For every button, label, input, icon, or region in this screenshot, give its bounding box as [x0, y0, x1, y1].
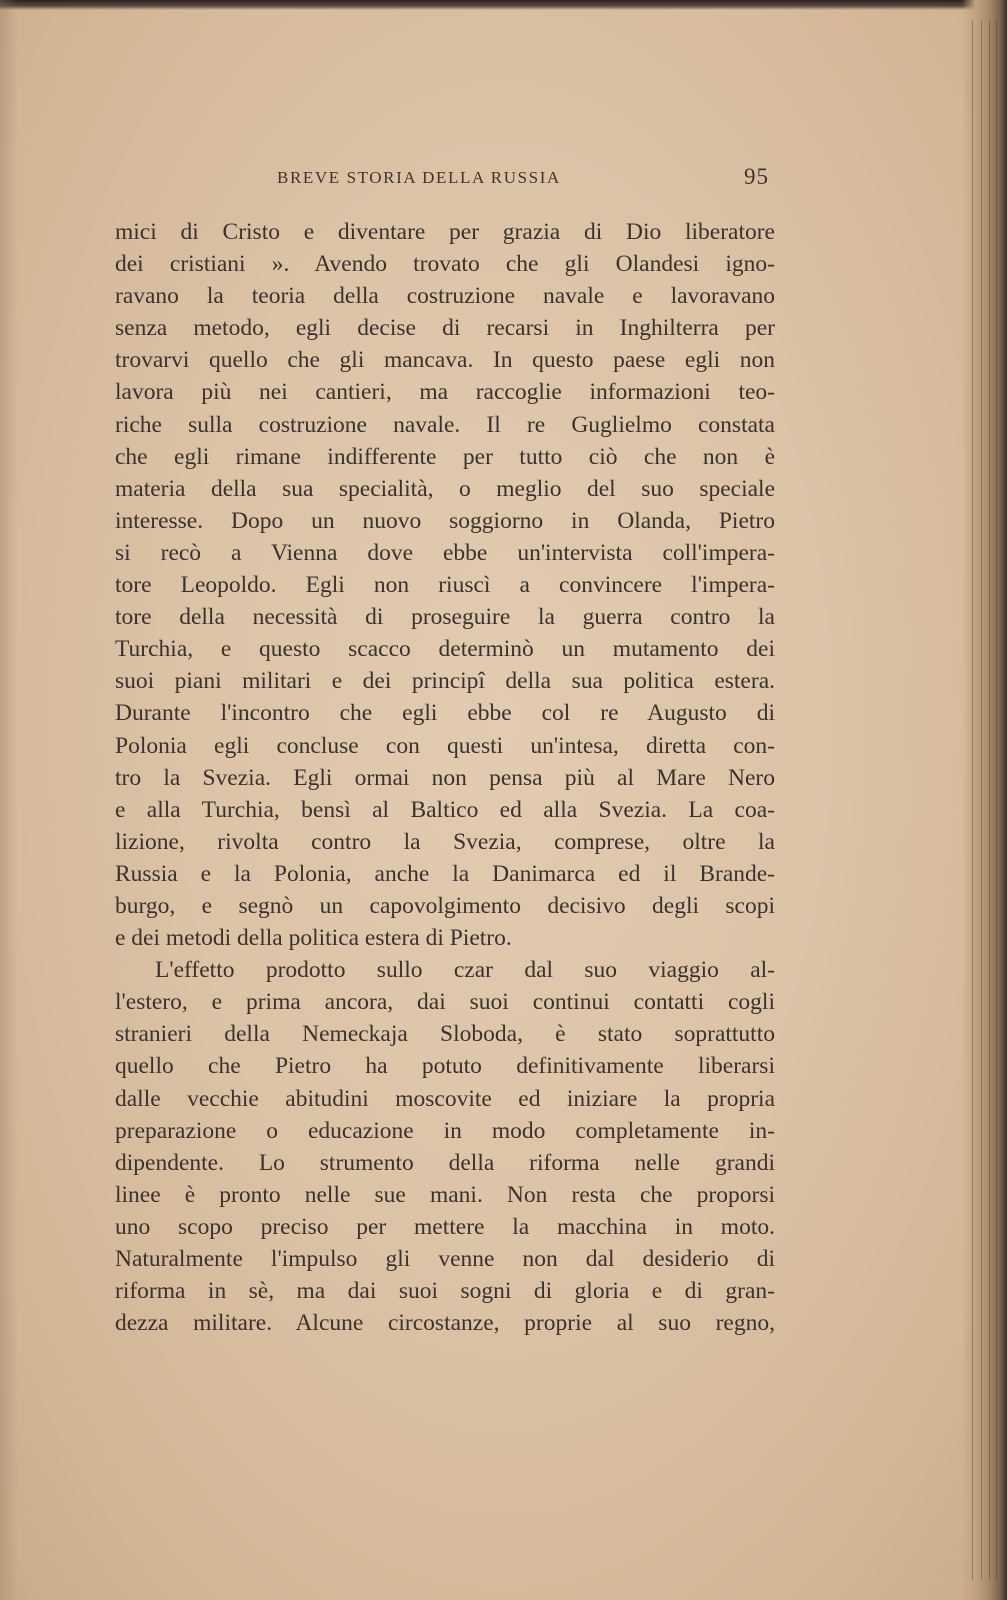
text-line: linee è pronto nelle sue mani. Non resta che proporsi [115, 1181, 775, 1208]
text-line: Russia e la Polonia, anche la Danimarca ed il Brande- [115, 860, 775, 887]
book-binding-edge [962, 0, 1007, 1600]
text-line: riforma in sè, ma dai suoi sogni di gloria e di gran- [115, 1278, 775, 1305]
paragraph-1 [115, 216, 775, 954]
text-line: tore della necessità di proseguire la guerra contro la [115, 604, 775, 631]
text-line: preparazione o educazione in modo completamente in- [115, 1117, 775, 1144]
text-line: lavora più nei cantieri, ma raccoglie informazioni teo- [115, 379, 775, 406]
text-line: dalle vecchie abitudini moscovite ed iniziare la propria [115, 1085, 775, 1112]
paragraph-2 [115, 954, 775, 1339]
text-line: burgo, e segnò un capovolgimento decisivo degli scopi [115, 892, 775, 919]
text-line: Turchia, e questo scacco determinò un mutamento dei [115, 636, 775, 663]
text-line: che egli rimane indifferente per tutto ciò che non è [115, 443, 775, 470]
page-left-shade [0, 0, 18, 1600]
text-line: dei cristiani ». Avendo trovato che gli Olandesi igno- [115, 251, 775, 278]
text-line: l'estero, e prima ancora, dai suoi continui contatti cogli [115, 989, 775, 1016]
body-text [115, 216, 775, 1339]
text-line: dipendente. Lo strumento della riforma nelle grandi [115, 1149, 775, 1176]
text-line: trovarvi quello che gli mancava. In questo paese egli non [115, 347, 775, 374]
text-line: mici di Cristo e diventare per grazia di Dio liberatore [115, 219, 775, 245]
text-line: suoi piani militari e dei principî della sua politica estera. [115, 668, 775, 695]
text-line: e dei metodi della politica estera di Pietro. [115, 925, 512, 952]
page-number: 95 [744, 164, 769, 189]
text-line: tore Leopoldo. Egli non riuscì a convincere l'impera- [115, 572, 775, 599]
text-line: e alla Turchia, bensì al Baltico ed alla Svezia. La coa- [115, 796, 775, 823]
text-line: interesse. Dopo un nuovo soggiorno in Olanda, Pietro [115, 507, 775, 534]
text-line: riche sulla costruzione navale. Il re Guglielmo constata [115, 411, 775, 438]
text-line: uno scopo preciso per mettere la macchina in moto. [115, 1213, 775, 1240]
text-line: quello che Pietro ha potuto definitivamente liberarsi [115, 1053, 775, 1080]
page-header [117, 164, 777, 194]
text-line: senza metodo, egli decise di recarsi in Inghilterra per [115, 315, 775, 342]
text-line: ravano la teoria della costruzione navale e lavoravano [115, 283, 775, 310]
text-line: lizione, rivolta contro la Svezia, comprese, oltre la [115, 828, 775, 855]
running-title: BREVE STORIA DELLA RUSSIA [277, 168, 561, 187]
page-top-edge [0, 0, 1007, 10]
text-line: dezza militare. Alcune circostanze, proprie al suo regno, [115, 1310, 775, 1337]
text-line: Polonia egli concluse con questi un'intesa, diretta con- [115, 732, 775, 759]
text-line: Naturalmente l'impulso gli venne non dal desiderio di [115, 1246, 775, 1272]
text-line: Durante l'incontro che egli ebbe col re Augusto di [115, 700, 775, 727]
text-line: stranieri della Nemeckaja Sloboda, è stato soprattutto [115, 1021, 775, 1048]
text-line: si recò a Vienna dove ebbe un'intervista coll'impera- [115, 539, 775, 566]
text-line: tro la Svezia. Egli ormai non pensa più al Mare Nero [115, 764, 775, 791]
text-line: materia della sua specialità, o meglio del suo speciale [115, 475, 775, 502]
text-line: L'effetto prodotto sullo czar dal suo viaggio al- [155, 957, 775, 984]
